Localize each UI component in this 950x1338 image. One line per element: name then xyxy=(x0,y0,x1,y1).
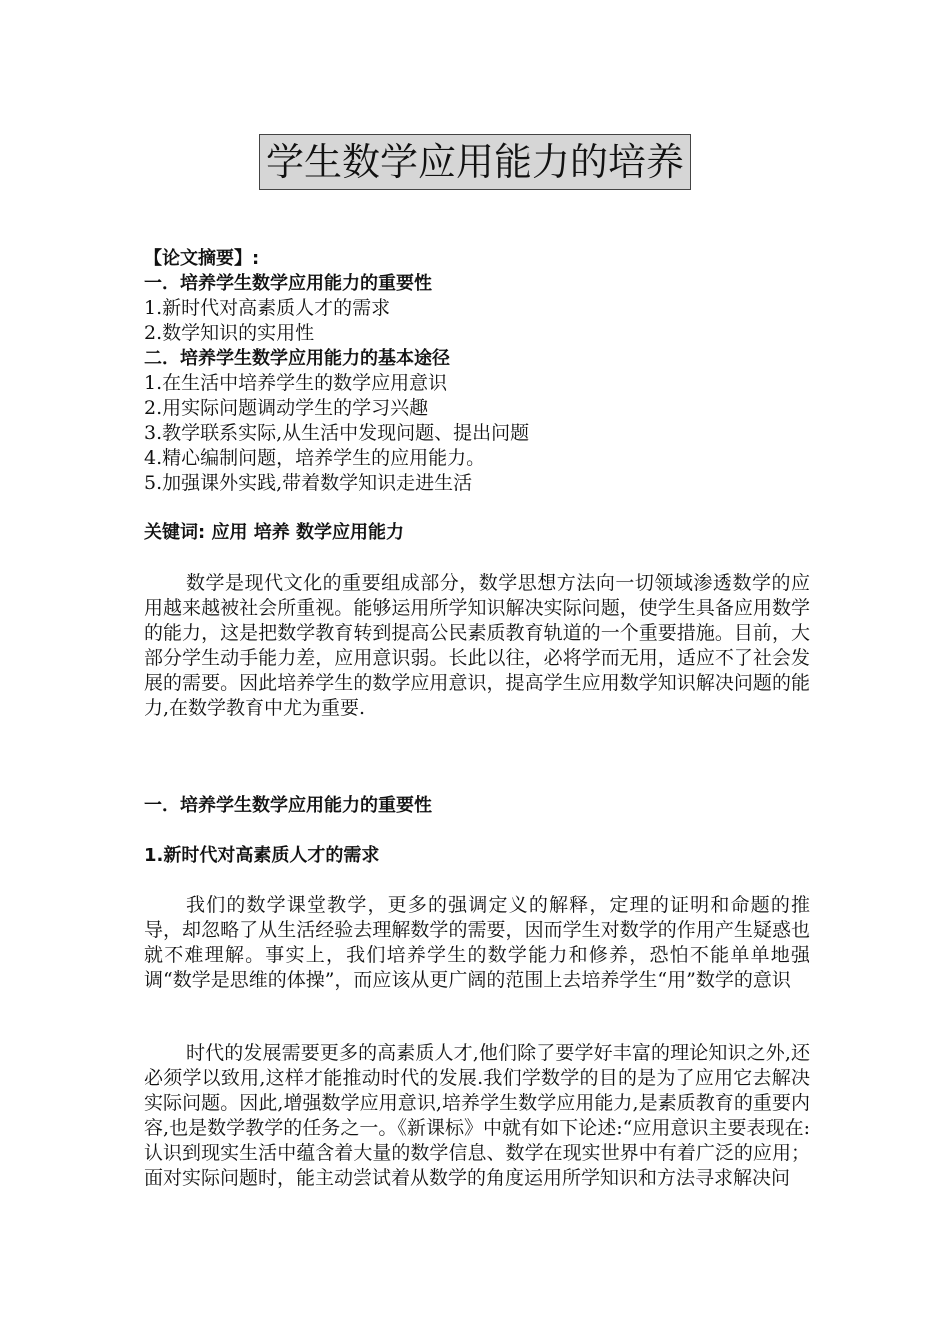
abstract-section2-item: 5.加强课外实践,带着数学知识走进生活 xyxy=(144,472,473,494)
abstract-section2-item: 4.精心编制问题，培养学生的应用能力。 xyxy=(144,447,486,469)
keywords-block xyxy=(144,520,810,545)
abstract-section2-item: 3.教学联系实际,从生活中发现问题、提出问题 xyxy=(144,422,530,444)
document-title: 学生数学应用能力的培养 xyxy=(259,134,691,190)
abstract-section1-title: 一．培养学生数学应用能力的重要性 xyxy=(144,273,432,294)
abstract-block xyxy=(144,246,810,496)
paragraph2-block xyxy=(144,1041,810,1191)
title-container xyxy=(0,134,950,190)
abstract-section2-item: 2.用实际问题调动学生的学习兴趣 xyxy=(144,397,429,419)
paragraph1-block xyxy=(144,893,810,993)
section-heading: 一．培养学生数学应用能力的重要性 xyxy=(144,795,432,816)
abstract-section1-item: 2.数学知识的实用性 xyxy=(144,322,315,344)
subsection-heading-block xyxy=(144,843,810,868)
intro-block xyxy=(144,571,810,721)
body-paragraph-1: 我们的数学课堂教学，更多的强调定义的解释，定理的证明和命题的推导，却忽略了从生活经验去理解数学的需要，因而学生对数学的作用产生疑惑也就不难理解。事实上，我们培养学生的数学能力和修养，恐怕不能单单地强调“数学是思维的体操”，而应该从更广阔的范围上去培养学生“用”数学的意识 xyxy=(144,894,810,991)
section-heading-block xyxy=(144,793,810,818)
abstract-section1-item: 1.新时代对高素质人才的需求 xyxy=(144,297,391,319)
keywords: 关键词: 应用 培养 数学应用能力 xyxy=(144,522,404,543)
intro-paragraph: 数学是现代文化的重要组成部分，数学思想方法向一切领域渗透数学的应用越来越被社会所重视。能够运用所学知识解决实际问题，使学生具备应用数学的能力，这是把数学教育转到提高公民素质教育轨道的一个重要措施。目前，大部分学生动手能力差，应用意识弱。长此以往，必将学而无用，适应不了社会发展的需要。因此培养学生的数学应用意识，提高学生应用数学知识解决问题的能力,在数学教育中尤为重要. xyxy=(144,572,810,719)
subsection-heading: 1.新时代对高素质人才的需求 xyxy=(144,845,380,866)
abstract-section2-item: 1.在生活中培养学生的数学应用意识 xyxy=(144,372,448,394)
abstract-label: 【论文摘要】: xyxy=(144,248,260,269)
abstract-section2-title: 二．培养学生数学应用能力的基本途径 xyxy=(144,348,450,369)
body-paragraph-2: 时代的发展需要更多的高素质人才,他们除了要学好丰富的理论知识之外,还必须学以致用,这样才能推动时代的发展.我们学数学的目的是为了应用它去解决实际问题。因此,增强数学应用意识,培养学生数学应用能力,是素质教育的重要内容,也是数学教学的任务之一。《新课标》中就有如下论述:“应用意识主要表现在:认识到现实生活中蕴含着大量的数学信息、数学在现实世界中有着广泛的应用；面对实际问题时，能主动尝试着从数学的角度运用所学知识和方法寻求解决问 xyxy=(144,1042,810,1189)
